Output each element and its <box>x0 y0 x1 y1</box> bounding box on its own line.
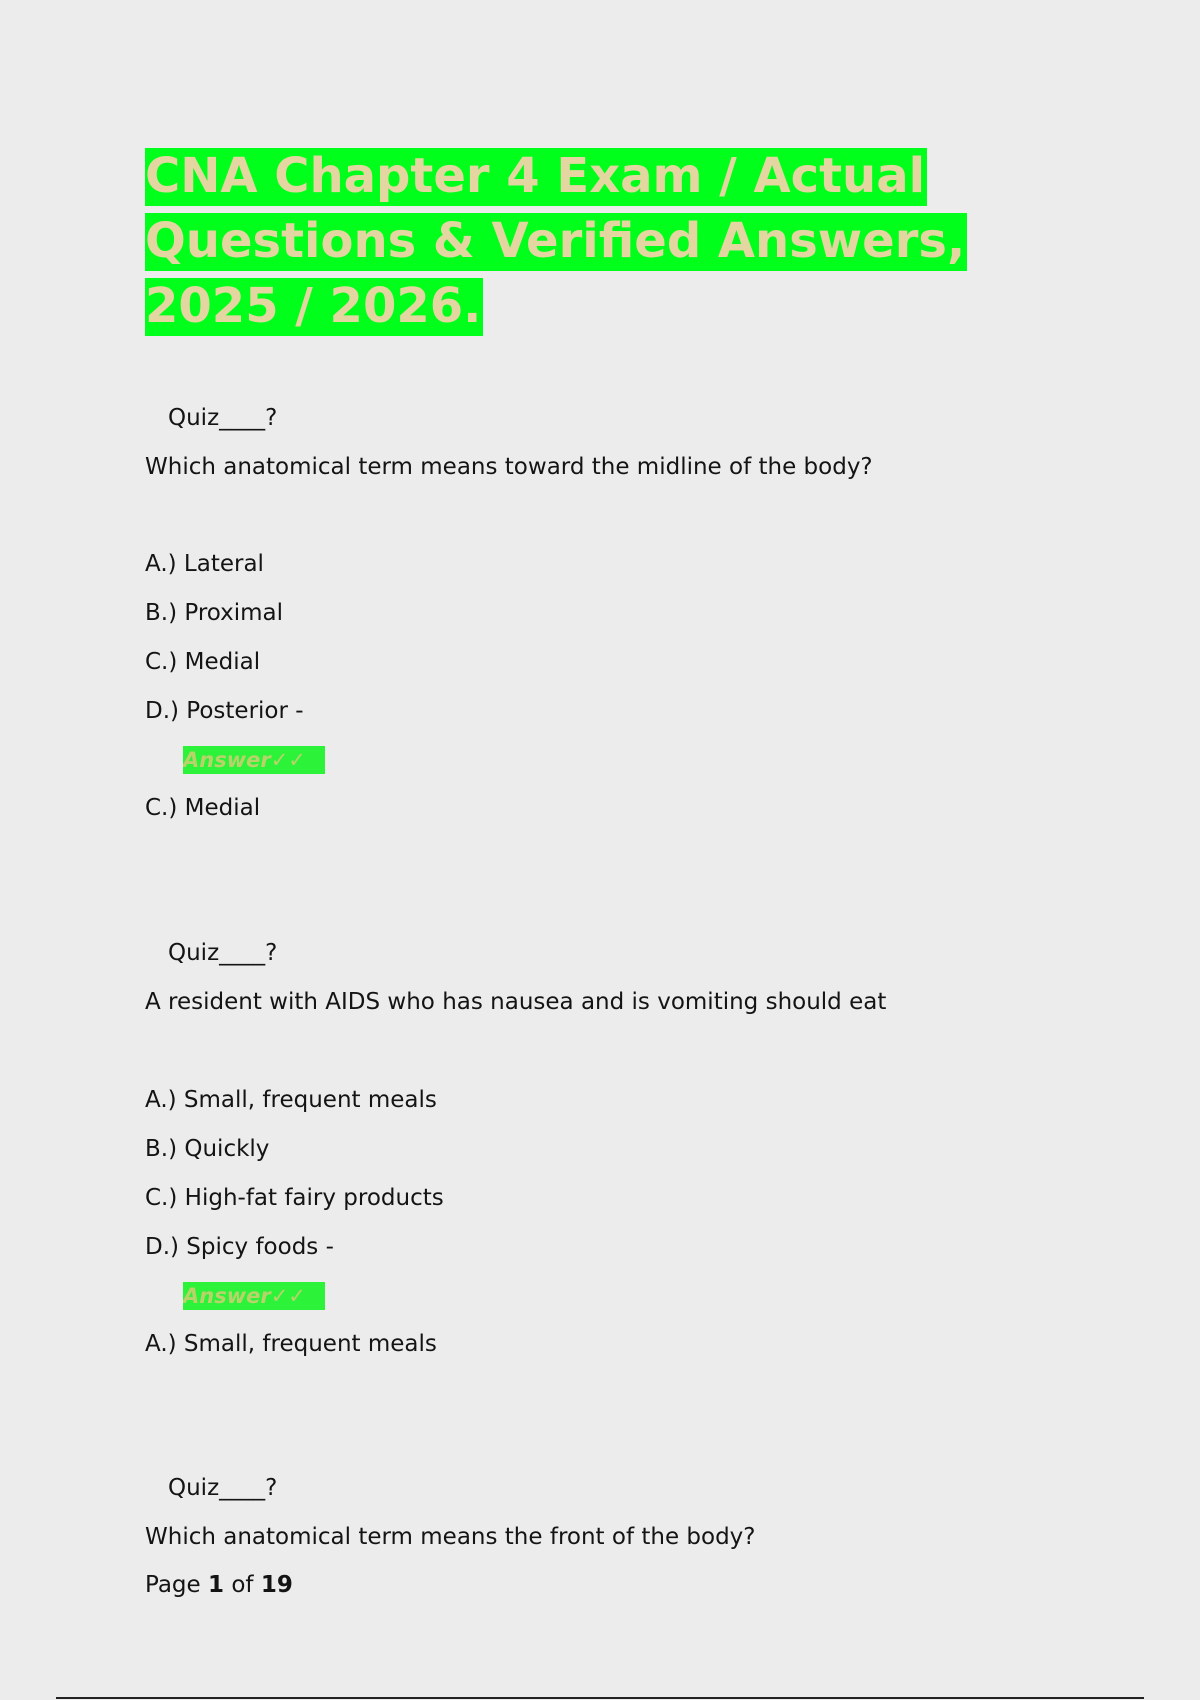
page-current: 1 <box>208 1572 225 1598</box>
answer-tag: Answer✓✓ <box>183 1282 325 1310</box>
title-line-1: CNA Chapter 4 Exam / Actual <box>145 148 926 204</box>
option-c: C.) Medial <box>145 649 261 675</box>
question-text: Which anatomical term means the front of the body? <box>145 1524 756 1550</box>
option-d: D.) Posterior - <box>145 698 304 724</box>
answer-tag: Answer✓✓ <box>183 746 325 774</box>
title-line-2: Questions & Verified Answers, <box>145 213 966 269</box>
option-a: A.) Lateral <box>145 551 264 577</box>
option-b: B.) Proximal <box>145 600 284 626</box>
document-title <box>145 144 1005 339</box>
page-total: 19 <box>260 1572 293 1598</box>
quiz-label: Quiz____? <box>168 405 278 431</box>
quiz-label: Quiz____? <box>168 1475 278 1501</box>
page-divider <box>56 1697 1144 1699</box>
option-d: D.) Spicy foods - <box>145 1234 334 1260</box>
page-number <box>145 1570 293 1600</box>
option-c: C.) High-fat fairy products <box>145 1185 444 1211</box>
page-prefix: Page <box>145 1572 201 1598</box>
option-b: B.) Quickly <box>145 1136 270 1162</box>
question-text: Which anatomical term means toward the midline of the body? <box>145 454 873 480</box>
page-of: of <box>231 1572 254 1598</box>
correct-answer: C.) Medial <box>145 795 261 821</box>
question-text: A resident with AIDS who has nausea and is vomiting should eat <box>145 989 887 1015</box>
quiz-label: Quiz____? <box>168 940 278 966</box>
title-line-3: 2025 / 2026. <box>145 278 482 334</box>
option-a: A.) Small, frequent meals <box>145 1087 437 1113</box>
correct-answer: A.) Small, frequent meals <box>145 1331 437 1357</box>
